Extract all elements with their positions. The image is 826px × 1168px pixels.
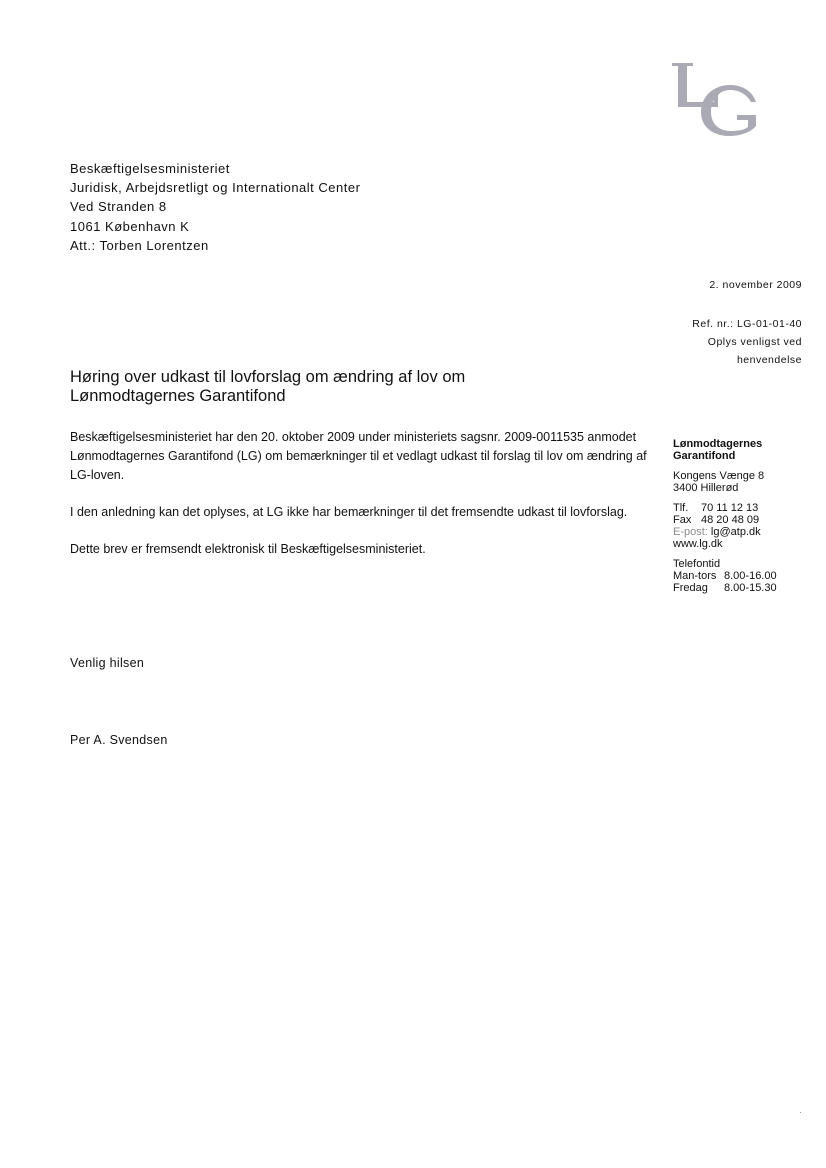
letter-body — [70, 428, 650, 577]
fax-row — [673, 514, 818, 526]
weekday-hours: 8.00-16.00 — [724, 570, 777, 582]
recipient-line: Juridisk, Arbejdsretligt og Internationalt Center — [70, 180, 361, 196]
page-speck — [800, 1112, 801, 1113]
contact-details — [673, 502, 818, 550]
reference-note: henvendelse — [736, 354, 802, 366]
letter-date: 2. november 2009 — [709, 279, 802, 291]
lg-logo — [668, 58, 764, 140]
subject-line: Høring over udkast til lovforslag om ændring af lov om — [70, 368, 466, 386]
hours-weekday-row — [673, 570, 818, 582]
recipient-address — [70, 159, 360, 255]
sender-address — [673, 470, 818, 494]
subject-line: Lønmodtagernes Garantifond — [70, 387, 286, 405]
reference-number: Ref. nr.: LG-01-01-40 — [692, 318, 802, 330]
phone-number: 70 11 12 13 — [701, 502, 759, 514]
sender-contact-info — [673, 438, 818, 602]
body-paragraph: I den anledning kan det oplyses, at LG ikke har bemærkninger til det fremsendte udkast til lovforslag. — [70, 505, 628, 519]
signer-name: Per A. Svendsen — [70, 733, 168, 747]
phone-hours — [673, 558, 818, 594]
fax-label: Fax — [673, 514, 692, 526]
hours-friday-row — [673, 582, 818, 594]
postal-city: 3400 Hillerød — [673, 482, 739, 494]
letter-subject — [70, 368, 630, 406]
email-label: E-post: — [673, 526, 708, 538]
website-link[interactable]: www.lg.dk — [673, 538, 723, 550]
email-row — [673, 526, 818, 538]
email-link[interactable]: lg@atp.dk — [710, 526, 761, 538]
phone-label: Tlf. — [673, 502, 689, 514]
friday-hours: 8.00-15.30 — [724, 582, 777, 594]
body-paragraph: Dette brev er fremsendt elektronisk til Beskæftigelsesministeriet. — [70, 542, 426, 556]
reference-block — [582, 315, 802, 369]
body-paragraph: Beskæftigelsesministeriet har den 20. oktober 2009 under ministeriets sagsnr. 2009-0011535 anmodet Lønmodtagernes Garantifond (LG) om bemærkninger til et vedlagt udkast til forslag til lov om ændring af LG-loven. — [70, 430, 647, 482]
recipient-line: Att.: Torben Lorentzen — [70, 237, 209, 253]
reference-note: Oplys venligst ved — [707, 336, 802, 348]
fax-number: 48 20 48 09 — [701, 514, 760, 526]
weekday-label: Man-tors — [673, 570, 717, 582]
phone-row — [673, 502, 818, 514]
closing-greeting: Venlig hilsen — [70, 656, 145, 670]
friday-label: Fredag — [673, 582, 708, 594]
recipient-line: Ved Stranden 8 — [70, 199, 167, 215]
street-address: Kongens Vænge 8 — [673, 470, 765, 482]
recipient-line: Beskæftigelsesministeriet — [70, 161, 230, 176]
org-name-line: Lønmodtagernes — [673, 438, 763, 450]
recipient-line: 1061 København K — [70, 218, 190, 234]
org-name-line: Garantifond — [673, 450, 736, 462]
sender-org — [673, 438, 818, 462]
hours-title: Telefontid — [673, 558, 721, 570]
